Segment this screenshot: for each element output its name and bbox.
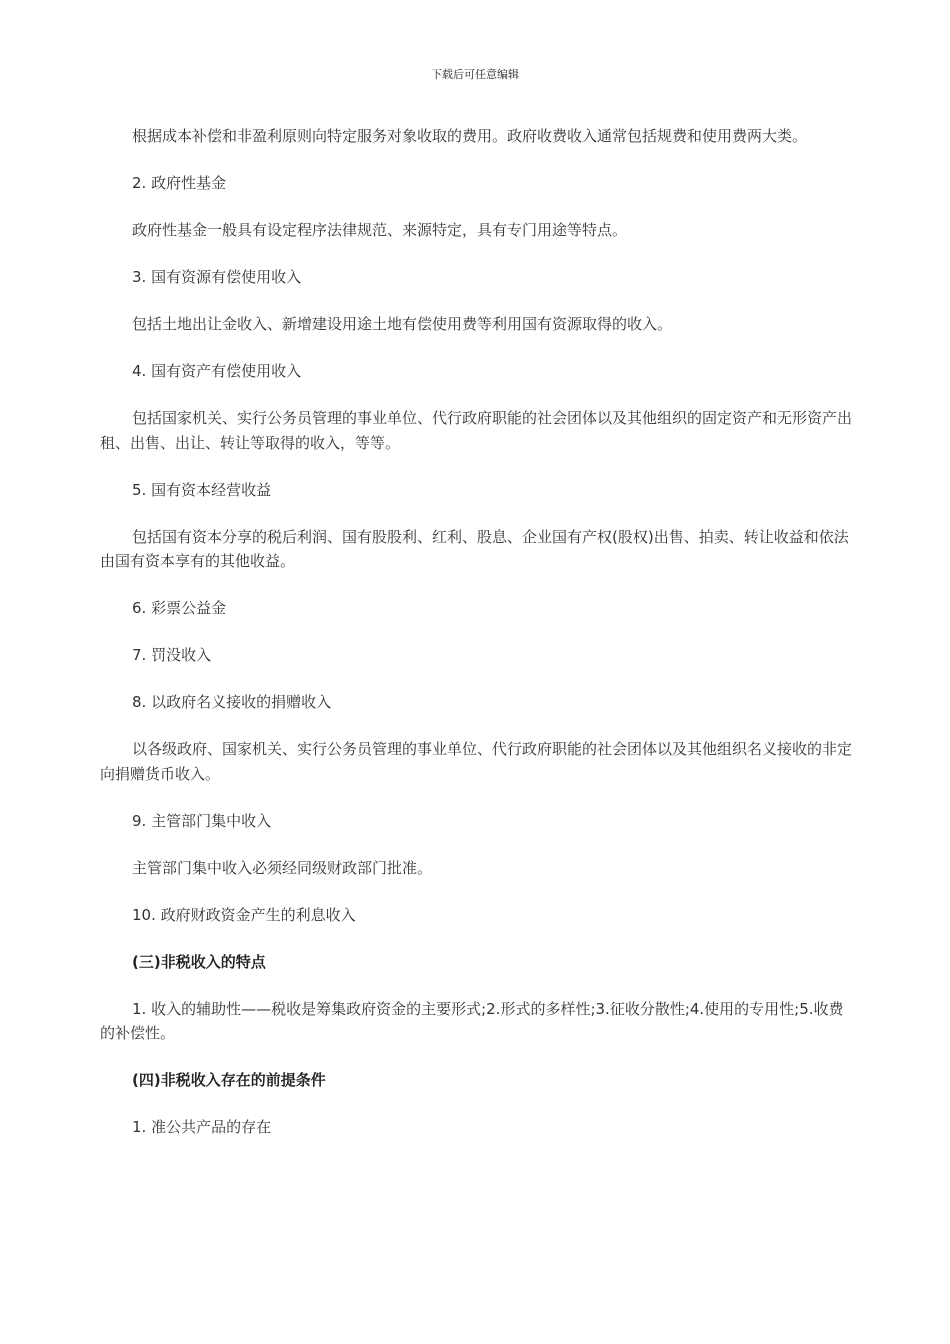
item-heading-5: 5. 国有资本经营收益 [132,480,272,499]
item-heading-3: 3. 国有资源有偿使用收入 [132,268,302,286]
paragraph-donations: 以各级政府、国家机关、实行公务员管理的事业单位、代行政府职能的社会团体以及其他组织名义接收的非定向捐赠货币收入。 [100,740,853,783]
paragraph-government-fund: 政府性基金一般具有设定程序法律规范、来源特定，具有专门用途等特点。 [132,221,628,239]
paragraph-state-resources: 包括土地出让金收入、新增建设用途土地有偿使用费等利用国有资源取得的收入。 [132,315,673,333]
page-header: 下载后可任意编辑 [431,68,519,81]
item-heading-9: 9. 主管部门集中收入 [132,811,272,830]
section-heading-preconditions: (四)非税收入存在的前提条件 [132,1071,326,1089]
paragraph-characteristics: 1. 收入的辅助性——税收是筹集政府资金的主要形式;2.形式的多样性;3.征收分散性;4.使用的专用性;5.收费的补偿性。 [100,999,844,1042]
paragraph-state-capital: 包括国有资本分享的税后利润、国有股股利、红利、股息、企业国有产权(股权)出售、拍卖、转让收益和依法由国有资本享有的其他收益。 [100,527,849,570]
item-heading-quasi-public-goods: 1. 准公共产品的存在 [132,1118,272,1136]
item-heading-4: 4. 国有资产有偿使用收入 [132,362,302,380]
paragraph-fee-definition: 根据成本补偿和非盈利原则向特定服务对象收取的费用。政府收费收入通常包括规费和使用费两大类。 [132,127,808,145]
item-heading-8: 8. 以政府名义接收的捐赠收入 [132,693,332,711]
paragraph-department-income: 主管部门集中收入必须经同级财政部门批准。 [132,858,433,877]
item-heading-10: 10. 政府财政资金产生的利息收入 [132,905,356,924]
document-body [100,124,852,1162]
paragraph-state-assets: 包括国家机关、实行公务员管理的事业单位、代行政府职能的社会团体以及其他组织的固定资产和无形资产出租、出售、出让、转让等取得的收入，等等。 [100,409,853,452]
item-heading-2: 2. 政府性基金 [132,174,227,192]
item-heading-7: 7. 罚没收入 [132,646,212,664]
section-heading-characteristics: (三)非税收入的特点 [132,952,266,971]
item-heading-6: 6. 彩票公益金 [132,599,227,617]
